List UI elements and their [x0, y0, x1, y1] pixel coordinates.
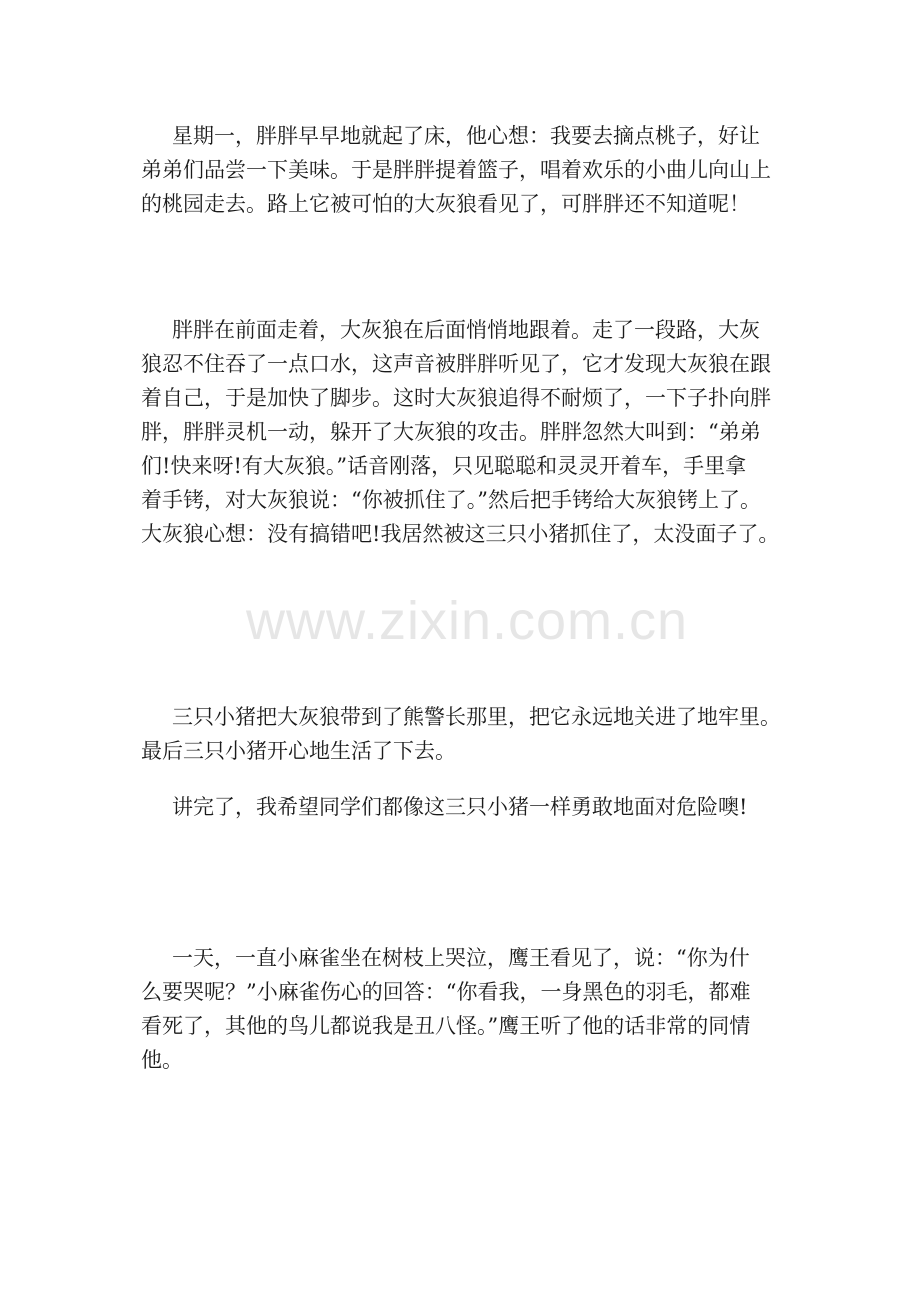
paragraph-line: 的桃园走去。路上它被可怕的大灰狼看见了，可胖胖还不知道呢！: [141, 192, 750, 216]
paragraph-line: 弟弟们品尝一下美味。于是胖胖提着篮子，唱着欢乐的小曲儿向山上: [141, 158, 771, 182]
paragraph-line: 狼忍不住吞了一点口水，这声音被胖胖听见了，它才发现大灰狼在跟: [141, 352, 771, 376]
paragraph-line: 胖胖在前面走着，大灰狼在后面悄悄地跟着。走了一段路，大灰: [172, 318, 760, 342]
paragraph-line: 讲完了，我希望同学们都像这三只小猪一样勇敢地面对危险噢!: [172, 795, 748, 819]
paragraph-5: [141, 941, 791, 1077]
paragraph-line: 着自己，于是加快了脚步。这时大灰狼追得不耐烦了，一下子扑向胖: [141, 386, 771, 410]
paragraph-2: [141, 313, 791, 551]
paragraph-line: 么要哭呢？”小麻雀伤心的回答：“你看我，一身黑色的羽毛，都难: [141, 980, 751, 1004]
paragraph-4: [141, 790, 791, 824]
paragraph-line: 最后三只小猪开心地生活了下去。: [141, 739, 456, 763]
paragraph-line: 星期一，胖胖早早地就起了床，他心想：我要去摘点桃子，好让: [172, 124, 760, 148]
paragraph-line: 一天，一直小麻雀坐在树枝上哭泣，鹰王看见了，说：“你为什: [172, 946, 750, 970]
paragraph-line: 三只小猪把大灰狼带到了熊警长那里，把它永远地关进了地牢里。: [172, 705, 781, 729]
paragraph-line: 们!快来呀!有大灰狼。”话音刚落，只见聪聪和灵灵开着车，手里拿: [141, 454, 747, 478]
paragraph-line: 着手铐，对大灰狼说：“你被抓住了。”然后把手铐给大灰狼铐上了。: [141, 488, 761, 512]
paragraph-line: 他。: [141, 1048, 183, 1072]
paragraph-3: [141, 700, 791, 768]
watermark-text: www.zixin.com.cn: [245, 591, 689, 651]
paragraph-line: 看死了，其他的鸟儿都说我是丑八怪。”鹰王听了他的话非常的同情: [141, 1014, 751, 1038]
paragraph-line: 大灰狼心想：没有搞错吧!我居然被这三只小猪抓住了，太没面子了。: [141, 522, 780, 546]
paragraph-line: 胖，胖胖灵机一动，躲开了大灰狼的攻击。胖胖忽然大叫到：“弟弟: [141, 420, 761, 444]
paragraph-1: [141, 119, 791, 221]
